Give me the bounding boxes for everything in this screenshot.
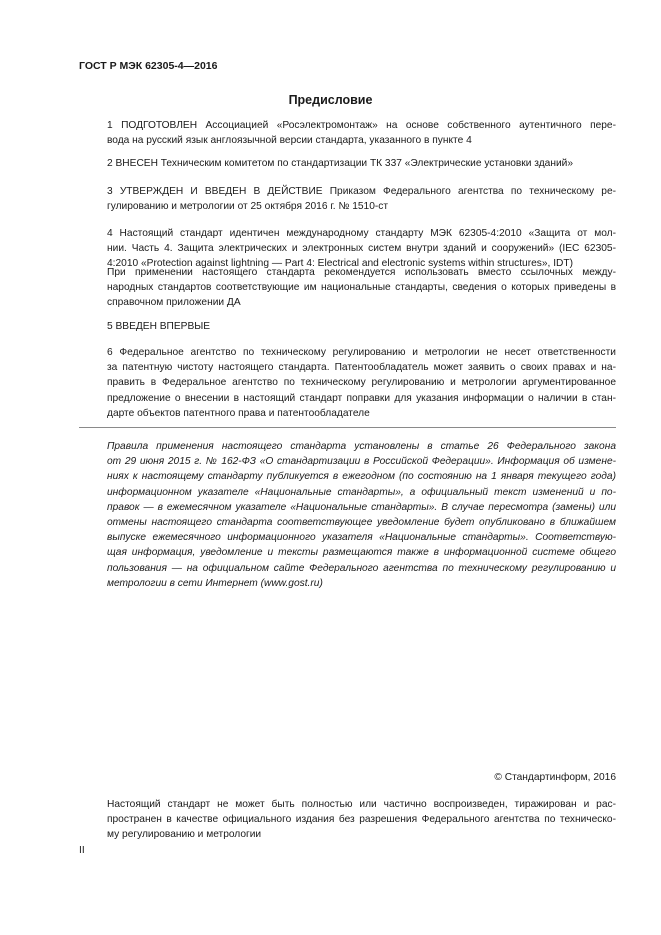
paragraph-2 [79, 156, 616, 171]
document-header: ГОСТ Р МЭК 62305-4—2016 [79, 60, 218, 72]
reproduction-notice [79, 797, 616, 843]
paragraph-line: 4:2010 «Protection against lightning — Part 4: Electrical and electronic systems within structures», IDT) [107, 258, 574, 270]
note-line: ниях к настоящему стандарту публикуется в ежегодном (по состоянию на 1 января текущего года) [107, 471, 616, 483]
paragraph-1 [79, 118, 616, 148]
paragraph-line: 3 УТВЕРЖДЕН И ВВЕДЕН В ДЕЙСТВИЕ Приказом Федерального агентства по техническому ре- [107, 186, 616, 197]
notice-line: му регулированию и метрологии [107, 829, 262, 841]
paragraph-line: предложение о внесении в настоящий стандарт поправки для указания информации о наличии в стан- [107, 392, 616, 404]
note-line: выпуске ежемесячного информационного указателя «Национальные стандарты». Соответствую- [107, 532, 616, 544]
publication-note [79, 439, 616, 591]
notice-line: пространен в качестве официального издания без разрешения Федерального агентства по техническо- [107, 814, 616, 826]
copyright: © Стандартинформ, 2016 [494, 772, 616, 783]
note-line: Правила применения настоящего стандарта установлены в статье 26 Федерального закона [107, 441, 616, 452]
note-line: информационном указателе «Национальные стандарты», а официальный текст изменений и по- [107, 486, 616, 498]
paragraph-line: 6 Федеральное агентство по техническому регулированию и метрологии не несет ответственности [107, 347, 616, 358]
paragraph-line: При применении настоящего стандарта рекомендуется использовать вместо ссылочных между- [107, 267, 616, 278]
page-title: Предисловие [288, 93, 373, 107]
paragraph-4-note [79, 265, 616, 311]
paragraph-line: 2 ВНЕСЕН Техническим комитетом по стандартизации ТК 337 «Электрические установки зданий» [107, 158, 574, 169]
paragraph-line: вода на русский язык англоязычной версии стандарта, указанного в пункте 4 [107, 135, 472, 147]
paragraph-line: справочном приложении ДА [107, 297, 241, 309]
paragraph-line: 4 Настоящий стандарт идентичен международному стандарту МЭК 62305-4:2010 «Защита от мол- [107, 228, 616, 239]
divider [79, 427, 616, 428]
paragraph-line: дарте объектов патентного права и патентообладателе [107, 407, 370, 419]
paragraph-6 [79, 345, 616, 421]
paragraph-line: гулированию и метрологии от 25 октября 2016 г. № 1510-ст [107, 201, 389, 213]
note-line: отмены настоящего стандарта соответствующее уведомление будет опубликовано в ближайшем [107, 517, 616, 529]
paragraph-line: править в Федеральное агентство по техническому регулированию и метрологии аргументированное [107, 377, 616, 389]
note-line: метрологии в сети Интернет (www.gost.ru) [107, 577, 323, 589]
notice-line: Настоящий стандарт не может быть полностью или частично воспроизведен, тиражирован и рас- [107, 799, 616, 810]
note-line: пользования — на официальном сайте Федерального агентства по техническому регулированию и [107, 562, 616, 574]
note-line: правок — в ежемесячном указателе «Национальные стандарты». В случае пересмотра (замены) или [107, 501, 616, 513]
page-number: II [79, 845, 85, 856]
paragraph-line: нии. Часть 4. Защита электрических и электронных систем внутри зданий и сооружений» (IEC 62305- [107, 243, 616, 255]
paragraph-line: 5 ВВЕДЕН ВПЕРВЫЕ [107, 321, 211, 332]
note-line: щая информация, уведомление и тексты размещаются также в информационной системе общего [107, 547, 616, 559]
paragraph-line: 1 ПОДГОТОВЛЕН Ассоциацией «Росэлектромонтаж» на основе собственного аутентичного пере- [107, 120, 616, 131]
paragraph-line: за патентную чистоту настоящего стандарта. Патентообладатель может заявить о своих правах и на- [107, 362, 616, 374]
paragraph-5 [79, 319, 616, 334]
paragraph-line: народных стандартов соответствующие им национальные стандарты, сведения о которых приведены в [107, 282, 616, 294]
paragraph-3 [79, 184, 616, 214]
note-line: от 29 июня 2015 г. № 162-ФЗ «О стандартизации в Российской Федерации». Информация об измене- [107, 456, 616, 468]
